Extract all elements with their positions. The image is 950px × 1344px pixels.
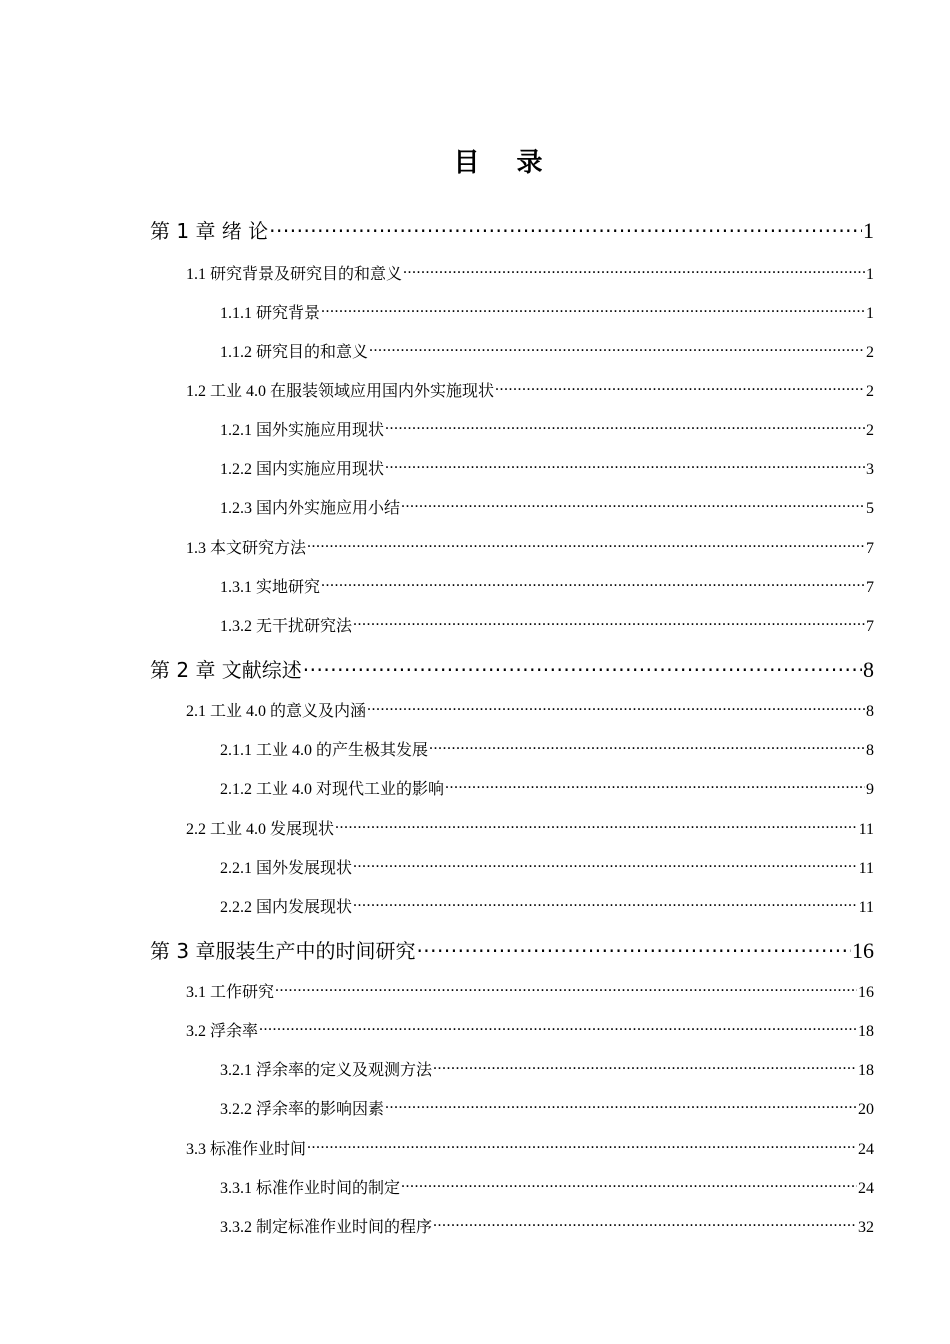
toc-entry[interactable]	[186, 815, 874, 839]
toc-entry[interactable]	[186, 697, 874, 721]
toc-page-number: 9	[866, 781, 874, 799]
toc-entry-label: 2.1.2 工业 4.0 对现代工业的影响	[220, 781, 445, 799]
dot-leader	[401, 494, 865, 513]
dot-leader	[401, 1174, 857, 1193]
toc-entry-label: 2.1 工业 4.0 的意义及内涵	[186, 703, 367, 721]
toc-page-number: 18	[858, 1023, 874, 1041]
toc-entry-label: 2.2.1 国外发展现状	[220, 860, 353, 878]
toc-entry[interactable]	[220, 612, 874, 636]
dot-leader	[321, 299, 865, 318]
toc-entry-label: 3.3 标准作业时间	[186, 1141, 307, 1159]
toc-entry-label: 1.1 研究背景及研究目的和意义	[186, 266, 403, 284]
dot-leader	[385, 455, 865, 474]
toc-entry[interactable]	[150, 934, 874, 964]
dot-leader	[303, 653, 862, 677]
toc-entry[interactable]	[220, 455, 874, 479]
toc-entry-label: 2.1.1 工业 4.0 的产生极其发展	[220, 742, 429, 760]
dot-leader	[385, 416, 865, 435]
toc-entry-label: 3.1 工作研究	[186, 984, 275, 1002]
toc-entry[interactable]	[186, 978, 874, 1002]
toc-page-number: 1	[866, 305, 874, 323]
toc-entry-label: 1.3.2 无干扰研究法	[220, 618, 353, 636]
toc-page-number: 2	[866, 422, 874, 440]
toc-entry-label: 2.2.2 国内发展现状	[220, 899, 353, 917]
dot-leader	[307, 1135, 857, 1154]
toc-entry[interactable]	[186, 534, 874, 558]
toc-entry[interactable]	[186, 377, 874, 401]
toc-page-number: 18	[858, 1062, 874, 1080]
toc-page-number: 8	[866, 703, 874, 721]
dot-leader	[429, 736, 865, 755]
toc-page-number: 11	[858, 860, 874, 878]
toc-entry[interactable]	[220, 1095, 874, 1119]
dot-leader	[385, 1095, 857, 1114]
toc-page-number: 1	[866, 266, 874, 284]
toc-page-number: 5	[866, 500, 874, 518]
dot-leader	[353, 612, 865, 631]
dot-leader	[269, 214, 862, 238]
dot-leader	[433, 1213, 857, 1232]
dot-leader	[335, 815, 858, 834]
toc-page-number: 7	[866, 618, 874, 636]
dot-leader	[433, 1056, 857, 1075]
toc-entry-label: 1.2.3 国内外实施应用小结	[220, 500, 401, 518]
toc-entry[interactable]	[220, 1213, 874, 1237]
toc-page-number: 2	[866, 383, 874, 401]
toc-entry[interactable]	[186, 260, 874, 284]
dot-leader	[275, 978, 857, 997]
dot-leader	[353, 893, 858, 912]
toc-entry[interactable]	[186, 1135, 874, 1159]
toc-entry-label: 3.3.2 制定标准作业时间的程序	[220, 1219, 433, 1237]
toc-entry-label: 第 2 章 文献综述	[150, 658, 302, 682]
toc-entry-label: 1.3.1 实地研究	[220, 579, 321, 597]
dot-leader	[403, 260, 865, 279]
toc-entry-label: 第 1 章 绪 论	[150, 219, 269, 243]
toc-page-number: 8	[863, 657, 874, 682]
toc-entry[interactable]	[186, 1017, 874, 1041]
toc-entry-label: 1.1.1 研究背景	[220, 305, 321, 323]
toc-entry-label: 2.2 工业 4.0 发展现状	[186, 821, 335, 839]
toc-entry-label: 3.2.2 浮余率的影响因素	[220, 1101, 385, 1119]
toc-entry[interactable]	[220, 416, 874, 440]
toc-page-number: 11	[858, 821, 874, 839]
dot-leader	[495, 377, 865, 396]
page-title: 目 录	[453, 148, 557, 178]
toc-entry-label: 1.2.2 国内实施应用现状	[220, 461, 385, 479]
dot-leader	[369, 338, 865, 357]
toc-entry-label: 3.3.1 标准作业时间的制定	[220, 1180, 401, 1198]
toc-page-number: 20	[858, 1101, 874, 1119]
toc-page-number: 2	[866, 344, 874, 362]
toc-page-number: 8	[866, 742, 874, 760]
dot-leader	[367, 697, 865, 716]
toc-page-number: 16	[858, 984, 874, 1002]
dot-leader	[307, 534, 865, 553]
toc-entry[interactable]	[220, 1174, 874, 1198]
toc-entry[interactable]	[220, 736, 874, 760]
toc-entry-label: 1.3 本文研究方法	[186, 540, 307, 558]
toc-page-number: 24	[858, 1180, 874, 1198]
toc-entry[interactable]	[220, 573, 874, 597]
dot-leader	[353, 854, 858, 873]
dot-leader	[259, 1017, 857, 1036]
dot-leader	[445, 775, 865, 794]
toc-page-number: 16	[852, 938, 874, 963]
toc-page-number: 1	[863, 218, 874, 243]
toc-entry-label: 1.1.2 研究目的和意义	[220, 344, 369, 362]
toc-entry-label: 3.2 浮余率	[186, 1023, 259, 1041]
toc-entry[interactable]	[220, 338, 874, 362]
toc-entry[interactable]	[220, 494, 874, 518]
toc-page-number: 24	[858, 1141, 874, 1159]
toc-page-number: 3	[866, 461, 874, 479]
toc-page-number: 32	[858, 1219, 874, 1237]
toc-page-number: 7	[866, 540, 874, 558]
toc-entry[interactable]	[220, 893, 874, 917]
toc-page-number: 11	[858, 899, 874, 917]
toc-entry[interactable]	[220, 299, 874, 323]
toc-entry[interactable]	[150, 214, 874, 244]
toc-entry-label: 第 3 章服装生产中的时间研究	[150, 939, 416, 963]
toc-entry-label: 1.2.1 国外实施应用现状	[220, 422, 385, 440]
toc-entry[interactable]	[220, 854, 874, 878]
toc-entry-label: 3.2.1 浮余率的定义及观测方法	[220, 1062, 433, 1080]
toc-entry-label: 1.2 工业 4.0 在服装领域应用国内外实施现状	[186, 383, 495, 401]
dot-leader	[416, 934, 851, 958]
toc-entry[interactable]	[150, 653, 874, 683]
toc-entry[interactable]	[220, 775, 874, 799]
dot-leader	[321, 573, 865, 592]
toc-page-number: 7	[866, 579, 874, 597]
toc-entry[interactable]	[220, 1056, 874, 1080]
